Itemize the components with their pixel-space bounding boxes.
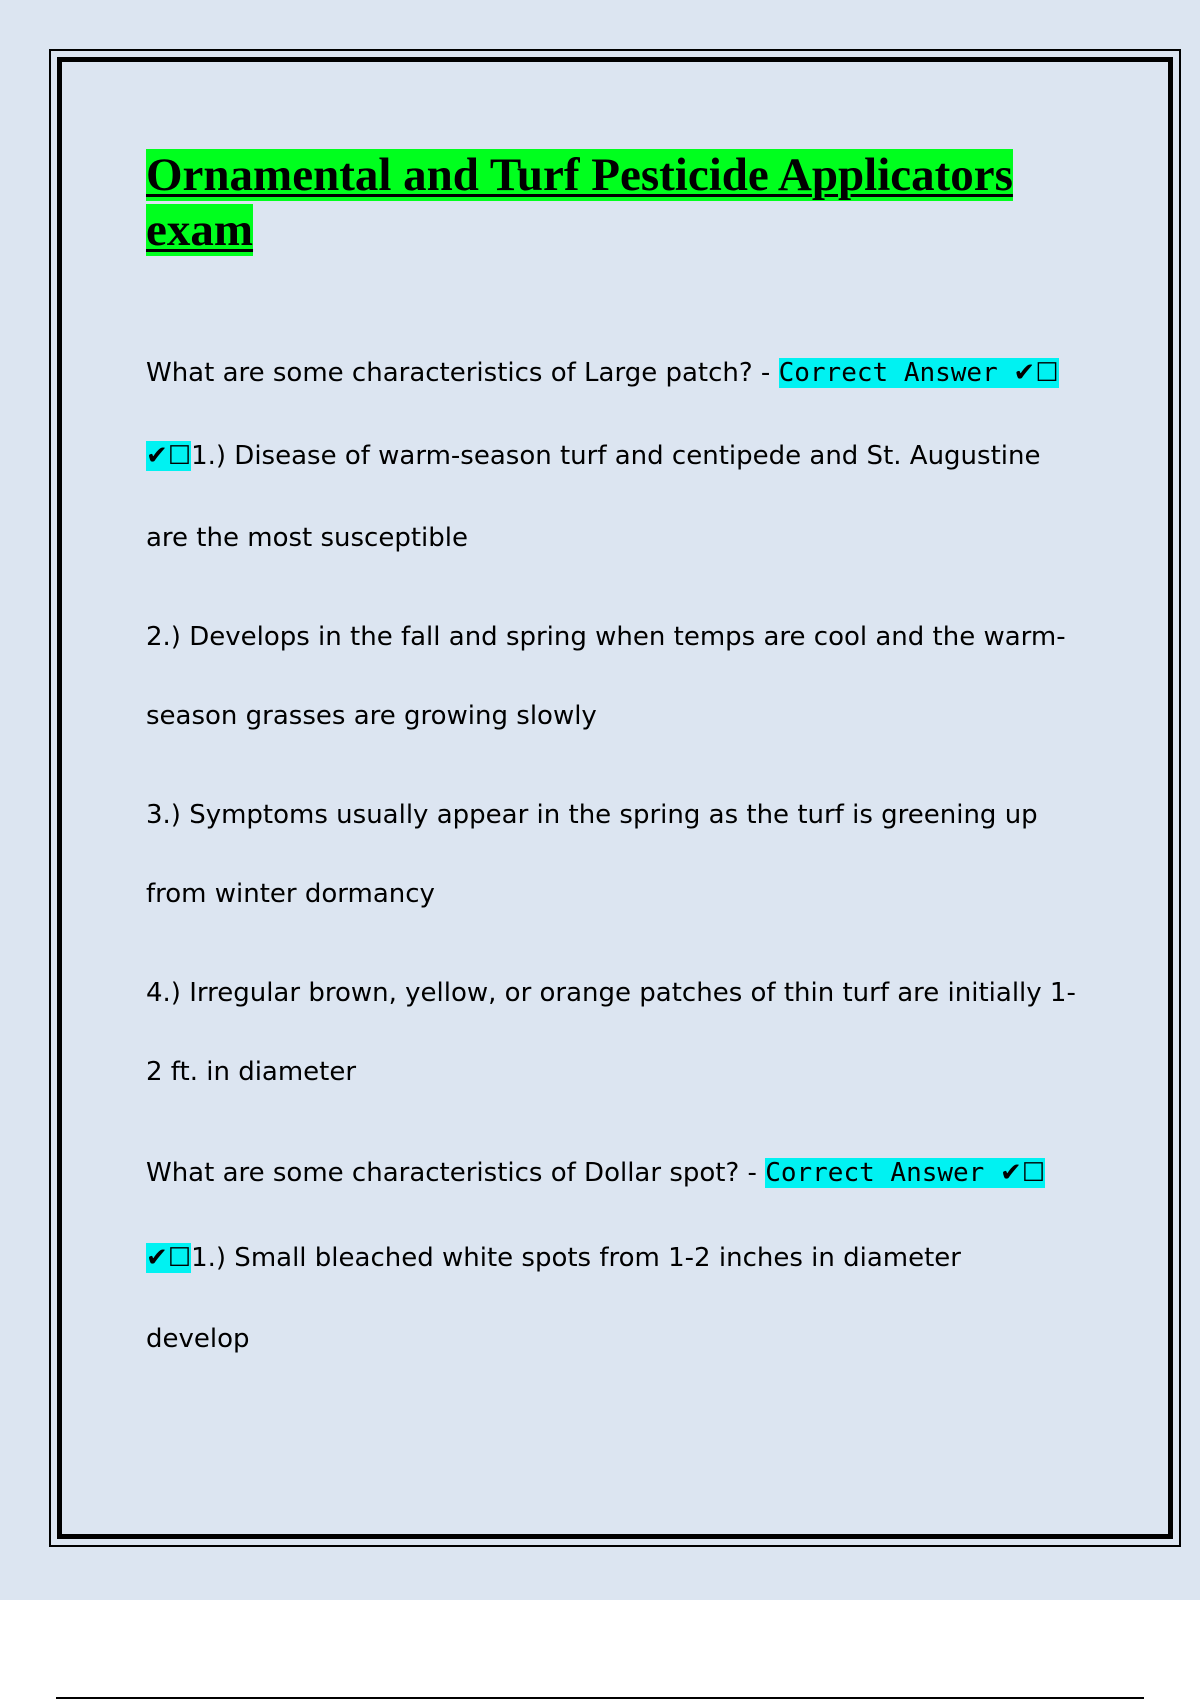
check-box-icon: ✔☐ [1013,358,1059,388]
answer-1-line-3: 2.) Develops in the fall and spring when temps are cool and the warm- [146,622,1066,652]
question-text: What are some characteristics of Large patch? - [146,358,779,388]
correct-answer-label: Correct Answer ✔☐ [778,358,1059,388]
title-line-1: Ornamental and Turf Pesticide Applicators [146,149,1013,201]
footer-rule [56,1697,1144,1699]
answer-2-line-1: ✔☐1.) Small bleached white spots from 1-2 inches in diameter [146,1243,961,1273]
check-box-icon: ✔☐ [1000,1158,1046,1188]
check-box-icon: ✔☐ [146,441,192,471]
title-line-2: exam [146,204,254,256]
answer-1-line-7: 4.) Irregular brown, yellow, or orange patches of thin turf are initially 1- [146,978,1076,1008]
page-border-inner [57,57,1173,1539]
correct-answer-label: Correct Answer ✔☐ [765,1158,1046,1188]
check-box-icon: ✔☐ [146,1243,192,1273]
answer-1-line-5: 3.) Symptoms usually appear in the spring as the turf is greening up [146,800,1038,830]
document-content [146,148,1106,1354]
answer-2-line-2: develop [146,1324,250,1354]
answer-1-line-2: are the most susceptible [146,523,468,553]
question-2 [146,1158,1045,1188]
answer-1-line-4: season grasses are growing slowly [146,701,597,731]
document-title [146,148,1106,258]
answer-1-line-8: 2 ft. in diameter [146,1057,357,1087]
answer-1-line-1: ✔☐1.) Disease of warm-season turf and centipede and St. Augustine [146,441,1041,471]
question-1 [146,358,1059,388]
answer-1-line-6: from winter dormancy [146,879,435,909]
question-text: What are some characteristics of Dollar spot? - [146,1158,766,1188]
